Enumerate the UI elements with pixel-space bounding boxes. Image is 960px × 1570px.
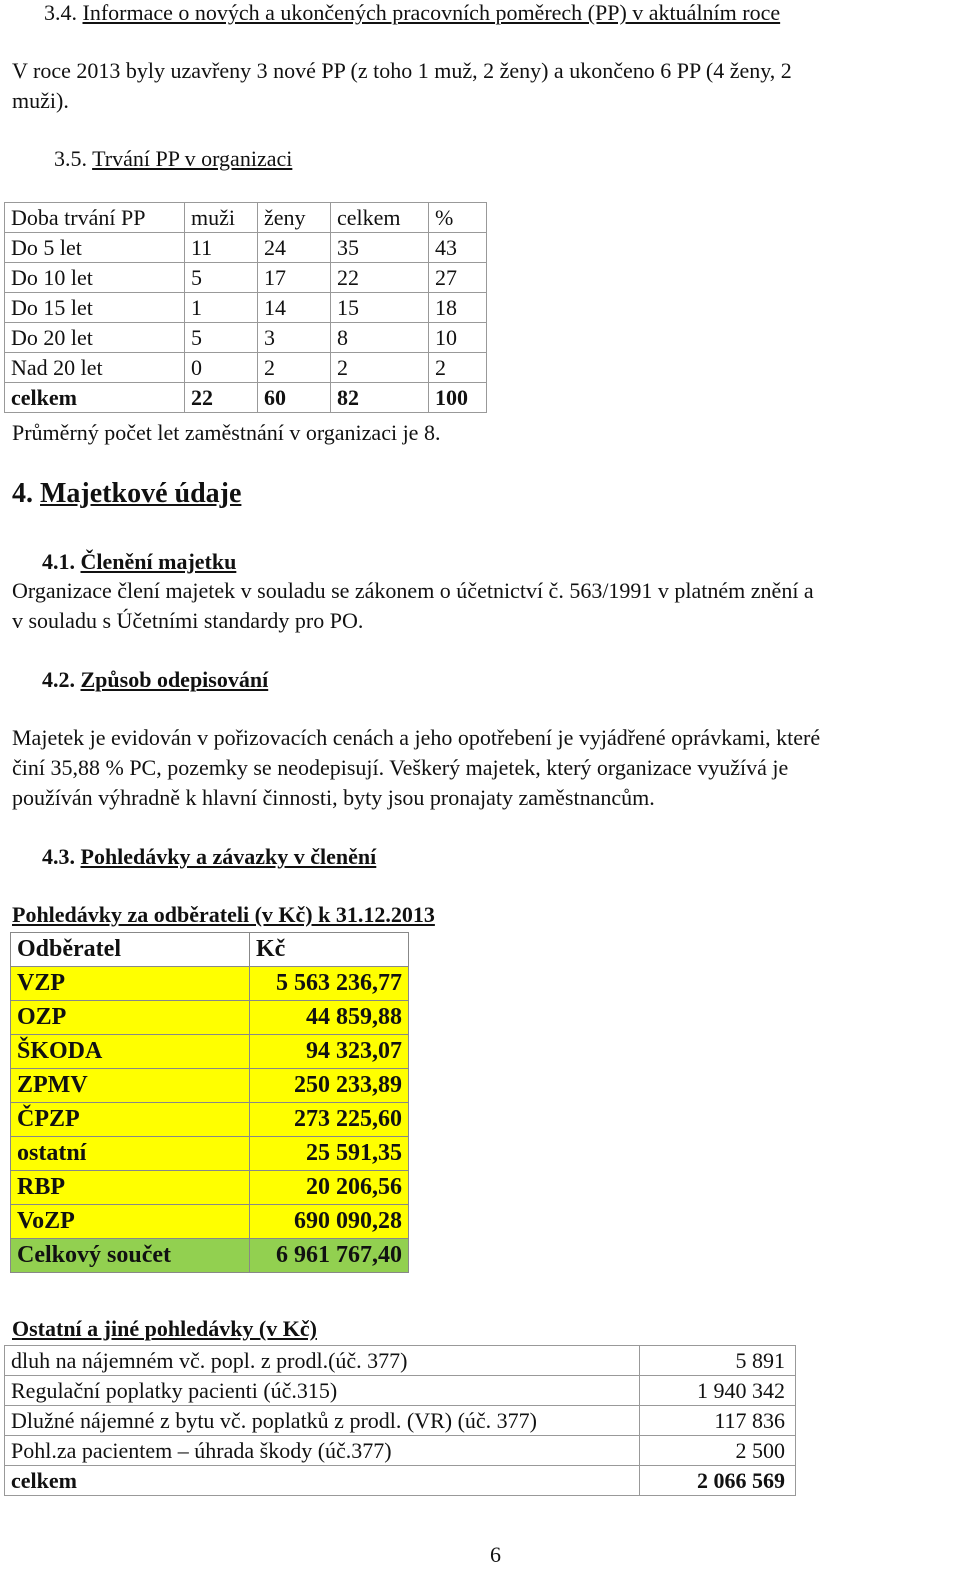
table-row — [5, 263, 487, 293]
table-cell: Nad 20 let — [5, 353, 185, 383]
header-cell: % — [429, 203, 487, 233]
section-number: 4.3. — [42, 844, 75, 869]
table-cell: 0 — [185, 353, 258, 383]
table-cell: 250 233,89 — [250, 1069, 409, 1103]
table-cell: 43 — [429, 233, 487, 263]
section-number: 3.5. — [54, 146, 87, 171]
table-cell: 25 591,35 — [250, 1137, 409, 1171]
section-title: Majetkové údaje — [40, 478, 242, 509]
table-cell: VZP — [11, 967, 250, 1001]
table-row — [5, 1346, 796, 1376]
section-4-2-heading — [42, 667, 268, 693]
table-cell: 8 — [331, 323, 429, 353]
table-row — [11, 1103, 409, 1137]
table-cell: 117 836 — [640, 1406, 796, 1436]
table-cell: 10 — [429, 323, 487, 353]
table-cell: 20 206,56 — [250, 1171, 409, 1205]
table-cell: Do 15 let — [5, 293, 185, 323]
table-cell: 5 891 — [640, 1346, 796, 1376]
table-row — [5, 353, 487, 383]
table-row — [5, 1436, 796, 1466]
paragraph-line: Organizace člení majetek v souladu se zákonem o účetnictví č. 563/1991 v platném znění a — [12, 578, 814, 603]
table-cell: 94 323,07 — [250, 1035, 409, 1069]
table-total-row — [5, 1466, 796, 1496]
table-cell: 2 066 569 — [640, 1466, 796, 1496]
table-row — [11, 1205, 409, 1239]
section-3-5-heading — [54, 146, 292, 172]
table-cell: 2 — [429, 353, 487, 383]
employment-duration-table — [4, 202, 487, 413]
table-cell: dluh na nájemném vč. popl. z prodl.(úč. 377) — [5, 1346, 640, 1376]
table-cell: ŠKODA — [11, 1035, 250, 1069]
table-cell: Do 5 let — [5, 233, 185, 263]
table-cell: Celkový součet — [11, 1239, 250, 1273]
table-header-row — [11, 933, 409, 967]
table-cell: 27 — [429, 263, 487, 293]
table-cell: VoZP — [11, 1205, 250, 1239]
section-title: Informace o nových a ukončených pracovních poměrech (PP) v aktuálním roce — [82, 0, 781, 25]
table-cell: 690 090,28 — [250, 1205, 409, 1239]
table-total-row — [5, 383, 487, 413]
table-cell: 5 — [185, 263, 258, 293]
table-cell: 1 940 342 — [640, 1376, 796, 1406]
section-title: Členění majetku — [80, 549, 237, 574]
table-row — [5, 323, 487, 353]
table-cell: 44 859,88 — [250, 1001, 409, 1035]
table-cell: 35 — [331, 233, 429, 263]
table-row — [5, 233, 487, 263]
page-number: 6 — [490, 1542, 501, 1567]
table-cell: OZP — [11, 1001, 250, 1035]
section-4-heading — [12, 478, 241, 510]
table-cell: 17 — [258, 263, 331, 293]
table-row — [11, 1137, 409, 1171]
table-row — [11, 1069, 409, 1103]
table-cell: celkem — [5, 1466, 640, 1496]
table-cell: ostatní — [11, 1137, 250, 1171]
receivables-heading: Pohledávky za odběrateli (v Kč) k 31.12.2013 — [12, 902, 435, 927]
table-cell: 22 — [331, 263, 429, 293]
table-cell: RBP — [11, 1171, 250, 1205]
table-cell: 100 — [429, 383, 487, 413]
table-row — [5, 1406, 796, 1436]
section-number: 3.4. — [44, 0, 77, 25]
section-3-4-heading — [44, 0, 780, 26]
section-4-3-heading — [42, 844, 376, 870]
other-receivables-heading: Ostatní a jiné pohledávky (v Kč) — [12, 1316, 317, 1341]
table-cell: ČPZP — [11, 1103, 250, 1137]
table-row — [11, 967, 409, 1001]
section-number: 4.2. — [42, 667, 75, 692]
table-cell: celkem — [5, 383, 185, 413]
table-cell: ZPMV — [11, 1069, 250, 1103]
section-title: Trvání PP v organizaci — [92, 146, 293, 171]
table-row — [11, 1171, 409, 1205]
other-receivables-table — [4, 1345, 796, 1496]
header-cell: ženy — [258, 203, 331, 233]
table-cell: Do 20 let — [5, 323, 185, 353]
table-cell: 5 — [185, 323, 258, 353]
table-cell: 2 — [331, 353, 429, 383]
section-number: 4. — [12, 478, 33, 509]
table-cell: 273 225,60 — [250, 1103, 409, 1137]
table-cell: 3 — [258, 323, 331, 353]
table-cell: 14 — [258, 293, 331, 323]
paragraph-line: V roce 2013 byly uzavřeny 3 nové PP (z toho 1 muž, 2 ženy) a ukončeno 6 PP (4 ženy, 2 — [12, 58, 792, 83]
table-header-row — [5, 203, 487, 233]
table-cell: 11 — [185, 233, 258, 263]
section-title: Způsob odepisování — [80, 667, 269, 692]
paragraph-line: používán výhradně k hlavní činnosti, byty jsou pronajaty zaměstnancům. — [12, 785, 655, 810]
section-4-1-heading — [42, 549, 236, 575]
table-cell: 22 — [185, 383, 258, 413]
table-cell: 24 — [258, 233, 331, 263]
table-cell: Regulační poplatky pacienti (úč.315) — [5, 1376, 640, 1406]
section-title: Pohledávky a závazky v členění — [80, 844, 377, 869]
table-cell: 6 961 767,40 — [250, 1239, 409, 1273]
table-cell: Pohl.za pacientem – úhrada škody (úč.377) — [5, 1436, 640, 1466]
table-cell: 2 — [258, 353, 331, 383]
table-cell: 5 563 236,77 — [250, 967, 409, 1001]
paragraph-line: v souladu s Účetními standardy pro PO. — [12, 608, 364, 633]
table-row — [5, 293, 487, 323]
paragraph-line: muži). — [12, 88, 69, 113]
average-note: Průměrný počet let zaměstnání v organizaci je 8. — [12, 420, 441, 445]
table-row — [11, 1001, 409, 1035]
table-row — [5, 1376, 796, 1406]
header-cell: Doba trvání PP — [5, 203, 185, 233]
section-number: 4.1. — [42, 549, 75, 574]
header-cell: celkem — [331, 203, 429, 233]
paragraph-line: Majetek je evidován v pořizovacích cenách a jeho opotřebení je vyjádřené oprávkami, které — [12, 725, 821, 750]
header-cell: muži — [185, 203, 258, 233]
table-cell: 82 — [331, 383, 429, 413]
table-cell: Dlužné nájemné z bytu vč. poplatků z prodl. (VR) (úč. 377) — [5, 1406, 640, 1436]
table-total-row — [11, 1239, 409, 1273]
table-cell: 1 — [185, 293, 258, 323]
table-cell: 60 — [258, 383, 331, 413]
header-cell: Odběratel — [11, 933, 250, 967]
table-row — [11, 1035, 409, 1069]
paragraph-line: činí 35,88 % PC, pozemky se neodepisují. Veškerý majetek, který organizace využívá je — [12, 755, 789, 780]
table-cell: 15 — [331, 293, 429, 323]
table-cell: Do 10 let — [5, 263, 185, 293]
table-cell: 18 — [429, 293, 487, 323]
table-cell: 2 500 — [640, 1436, 796, 1466]
receivables-table — [10, 932, 409, 1273]
header-cell: Kč — [250, 933, 409, 967]
